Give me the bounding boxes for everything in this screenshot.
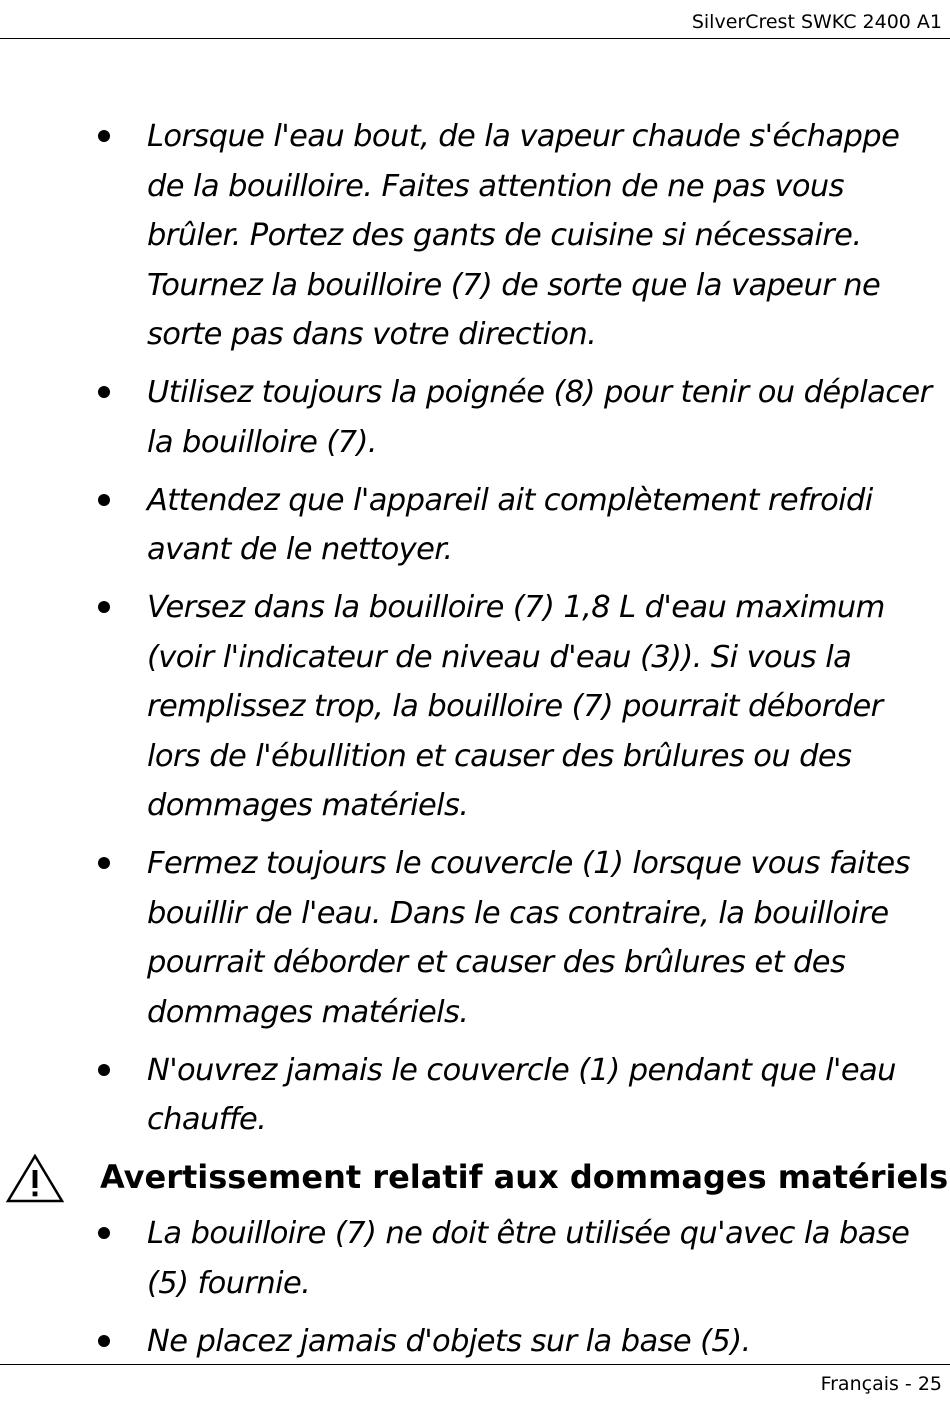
bullet-icon: [98, 857, 110, 869]
page-content: [0, 112, 950, 1375]
list-item: [0, 476, 950, 575]
bullet-icon: [98, 1227, 110, 1239]
warning-triangle-icon: [6, 1154, 64, 1204]
list-item-text: Lorsque l'eau bout, de la vapeur chaude s'échappe de la bouilloire. Faites attention de ne pas vous brûler. Portez des gants de cuisine si nécessaire. Tournez la bouilloire (7) de sorte que la vapeur ne sorte pas dans votre direction.: [147, 119, 900, 352]
page-number: Français - 25: [820, 1373, 942, 1395]
bullet-icon: [98, 1064, 110, 1076]
list-item: [0, 1209, 950, 1308]
warning-section-heading: [0, 1153, 950, 1203]
list-item-text: Versez dans la bouilloire (7) 1,8 L d'eau maximum (voir l'indicateur de niveau d'eau (3)). Si vous la remplissez trop, la bouilloire (7) pourrait déborder lors de l'ébullition et causer des brûlures ou des dommages matériels.: [147, 590, 885, 823]
bullet-icon: [98, 494, 110, 506]
bullet-icon: [98, 130, 110, 142]
footer-divider: [0, 1364, 950, 1365]
list-item: [0, 839, 950, 1037]
list-item-text: N'ouvrez jamais le couvercle (1) pendant que l'eau chauffe.: [147, 1052, 896, 1137]
list-item: [0, 368, 950, 467]
list-item-text: Ne placez jamais d'objets sur la base (5).: [147, 1323, 751, 1359]
list-item: [0, 112, 950, 360]
document-header-title: SilverCrest SWKC 2400 A1: [691, 11, 942, 33]
list-item: [0, 1317, 950, 1367]
list-item-text: Utilisez toujours la poignée (8) pour tenir ou déplacer la bouilloire (7).: [147, 375, 932, 460]
safety-list-2: [0, 1209, 950, 1366]
list-item-text: Fermez toujours le couvercle (1) lorsque vous faites bouillir de l'eau. Dans le cas contraire, la bouilloire pourrait déborder et causer des brûlures et des dommages matériels.: [147, 846, 910, 1030]
list-item: [0, 1046, 950, 1145]
bullet-icon: [98, 1335, 110, 1347]
list-item: [0, 583, 950, 831]
list-item-text: La bouilloire (7) ne doit être utilisée qu'avec la base (5) fournie.: [147, 1216, 910, 1301]
bullet-icon: [98, 386, 110, 398]
header-divider: [0, 38, 950, 39]
bullet-icon: [98, 601, 110, 613]
safety-list-1: [0, 112, 950, 1145]
warning-title: Avertissement relatif aux dommages matériels: [100, 1158, 949, 1196]
list-item-text: Attendez que l'appareil ait complètement refroidi avant de le nettoyer.: [147, 482, 873, 567]
